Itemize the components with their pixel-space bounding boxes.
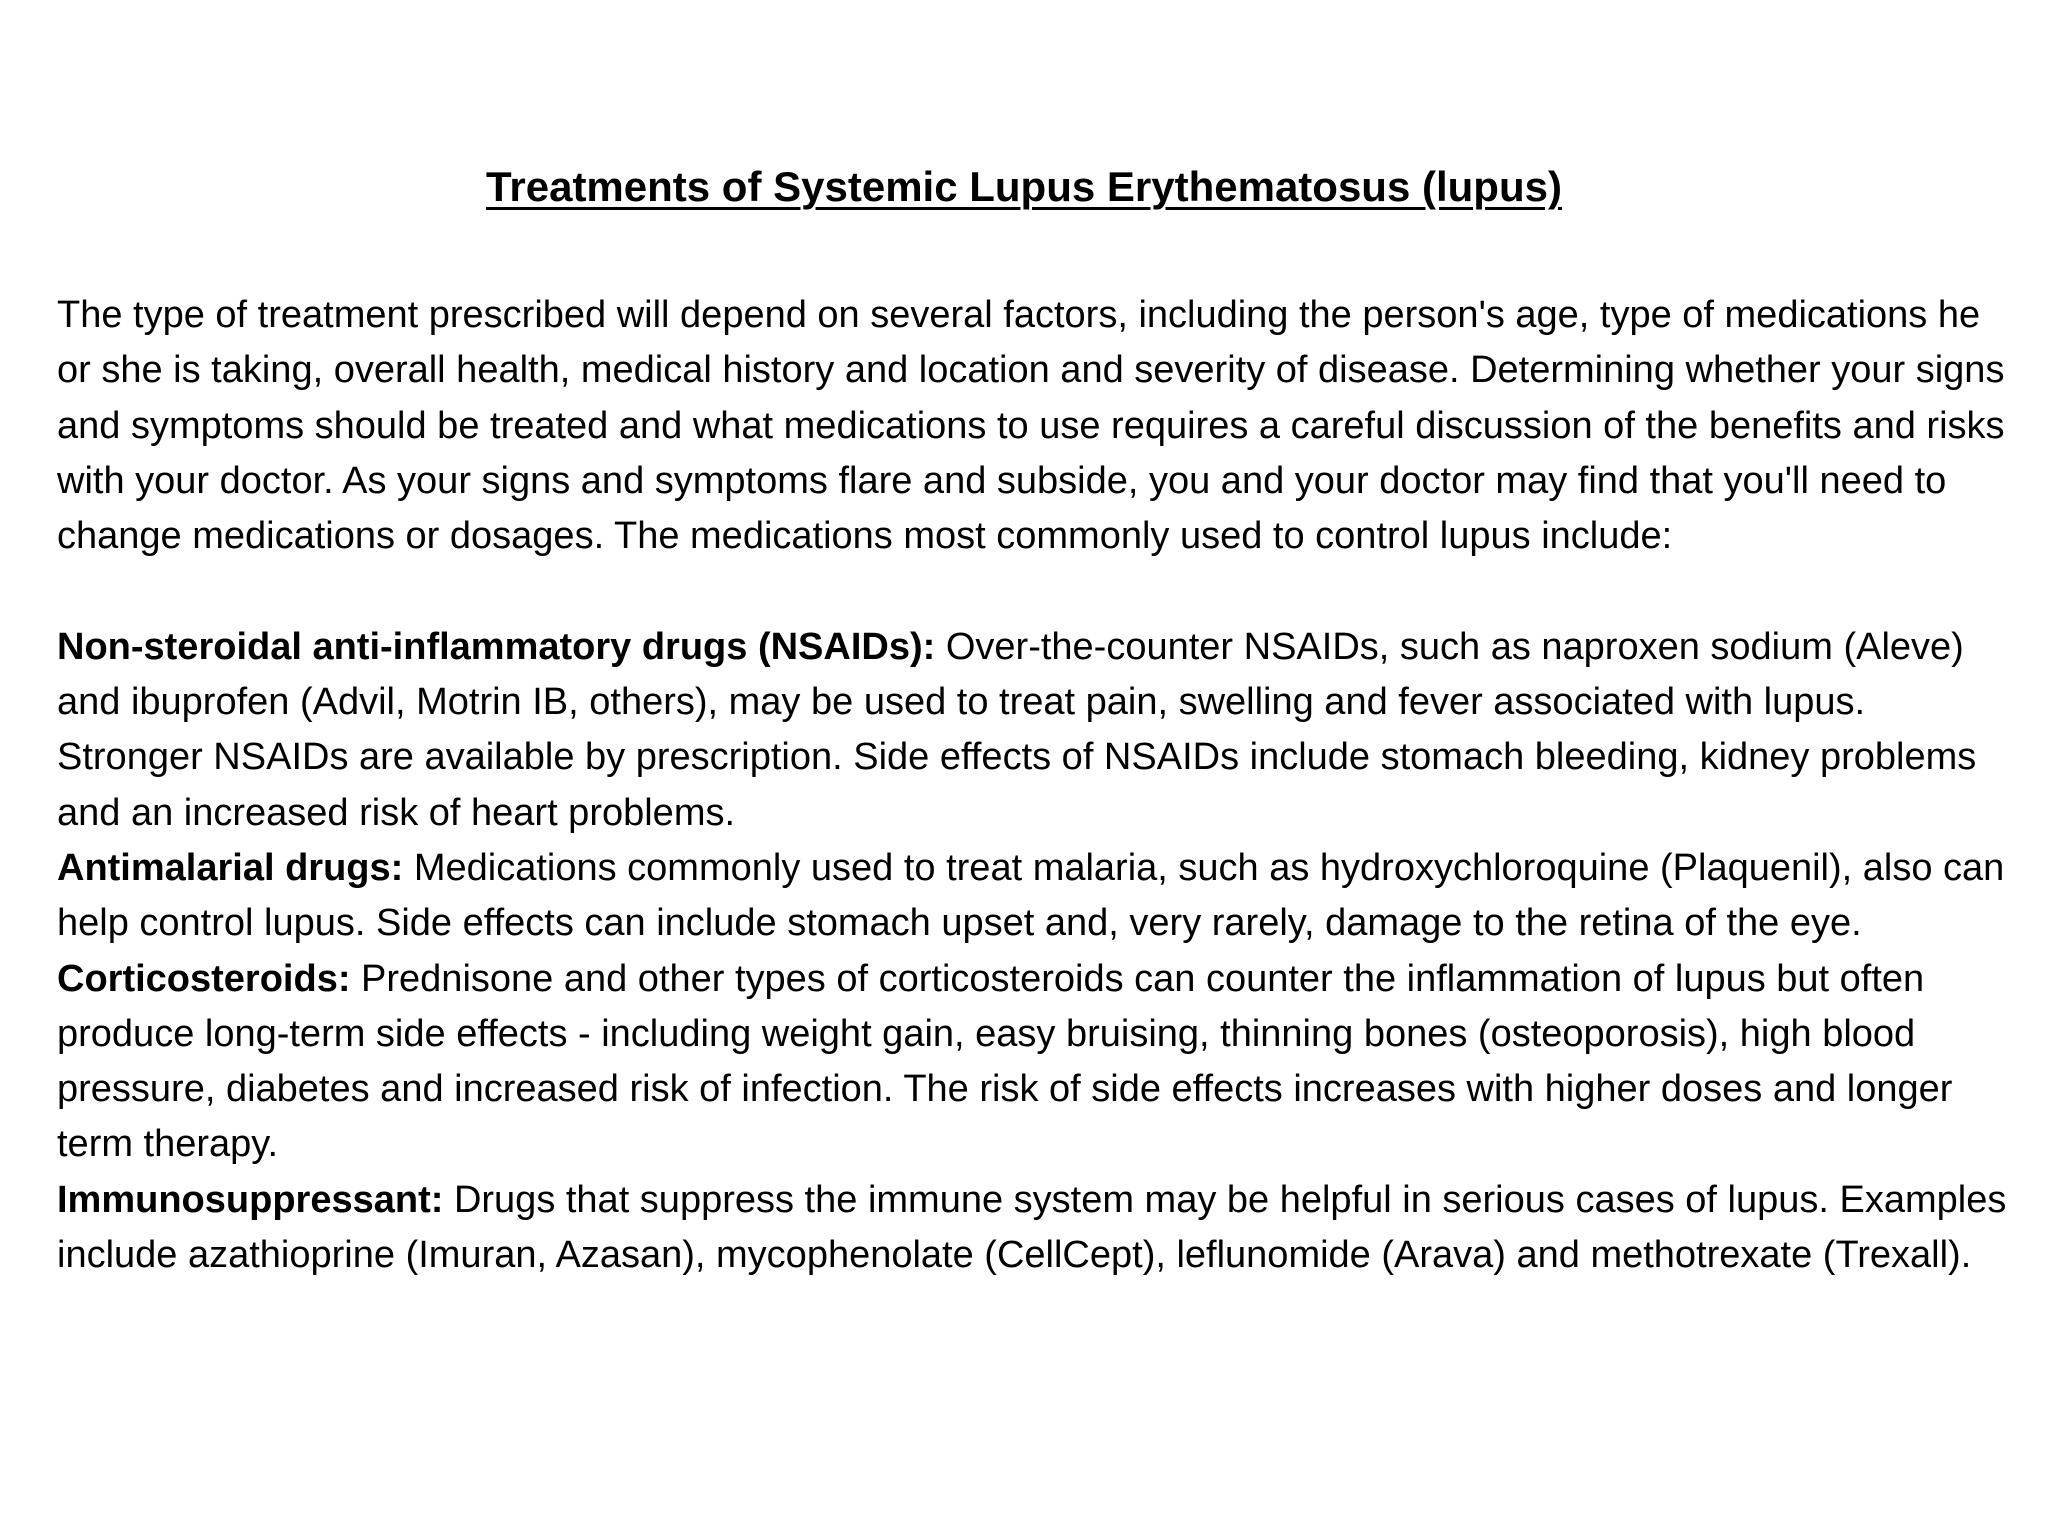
drug-name: Antimalarial drugs: bbox=[57, 846, 404, 889]
drug-description: Drugs that suppress the immune system may be helpful in serious cases of lupus. Examples include azathioprine (Imuran, Azasan), mycophenolate (CellCept), leflunomide (Arava) and methotrexate (Trexall). bbox=[57, 1178, 2007, 1277]
drug-entry-immunosuppressant bbox=[57, 1173, 2007, 1284]
drug-description: Over-the-counter NSAIDs, such as naproxen sodium (Aleve) and ibuprofen (Advil, Motrin IB, others), may be used to treat pain, swelling and fever associated with lupus. Stronger NSAIDs are available by prescription. Side effects of NSAIDs include stomach bleeding, kidney problems and an increased risk of heart problems. bbox=[57, 625, 1977, 834]
drug-name: Non-steroidal anti-inflammatory drugs (NSAIDs): bbox=[57, 625, 936, 668]
drug-name: Immunosuppressant: bbox=[57, 1178, 444, 1221]
document-title-text: Treatments of Systemic Lupus Erythematosus (lupus) bbox=[486, 163, 1562, 210]
document-title bbox=[0, 160, 2048, 214]
drug-name: Corticosteroids: bbox=[57, 957, 351, 1000]
drug-entry-nsaids bbox=[57, 620, 2007, 841]
drug-description: Prednisone and other types of corticosteroids can counter the inflammation of lupus but often produce long-term side effects - including weight gain, easy bruising, thinning bones (osteoporosis), high blood pressure, diabetes and increased risk of infection. The risk of side effects increases with higher doses and longer term therapy. bbox=[57, 957, 1953, 1166]
drug-description: Medications commonly used to treat malaria, such as hydroxychloroquine (Plaquenil), also can help control lupus. Side effects can include stomach upset and, very rarely, damage to the retina of the eye. bbox=[57, 846, 2005, 945]
drug-entry-corticosteroids bbox=[57, 952, 2007, 1173]
document-body bbox=[57, 288, 2007, 1283]
drug-entry-antimalarial bbox=[57, 841, 2007, 952]
intro-paragraph: The type of treatment prescribed will depend on several factors, including the person's age, type of medications he or she is taking, overall health, medical history and location and severity of disease. Determining whether your signs and symptoms should be treated and what medications to use requires a careful discussion of the benefits and risks with your doctor. As your signs and symptoms flare and subside, you and your doctor may find that you'll need to change medications or dosages. The medications most commonly used to control lupus include: bbox=[57, 294, 2005, 558]
